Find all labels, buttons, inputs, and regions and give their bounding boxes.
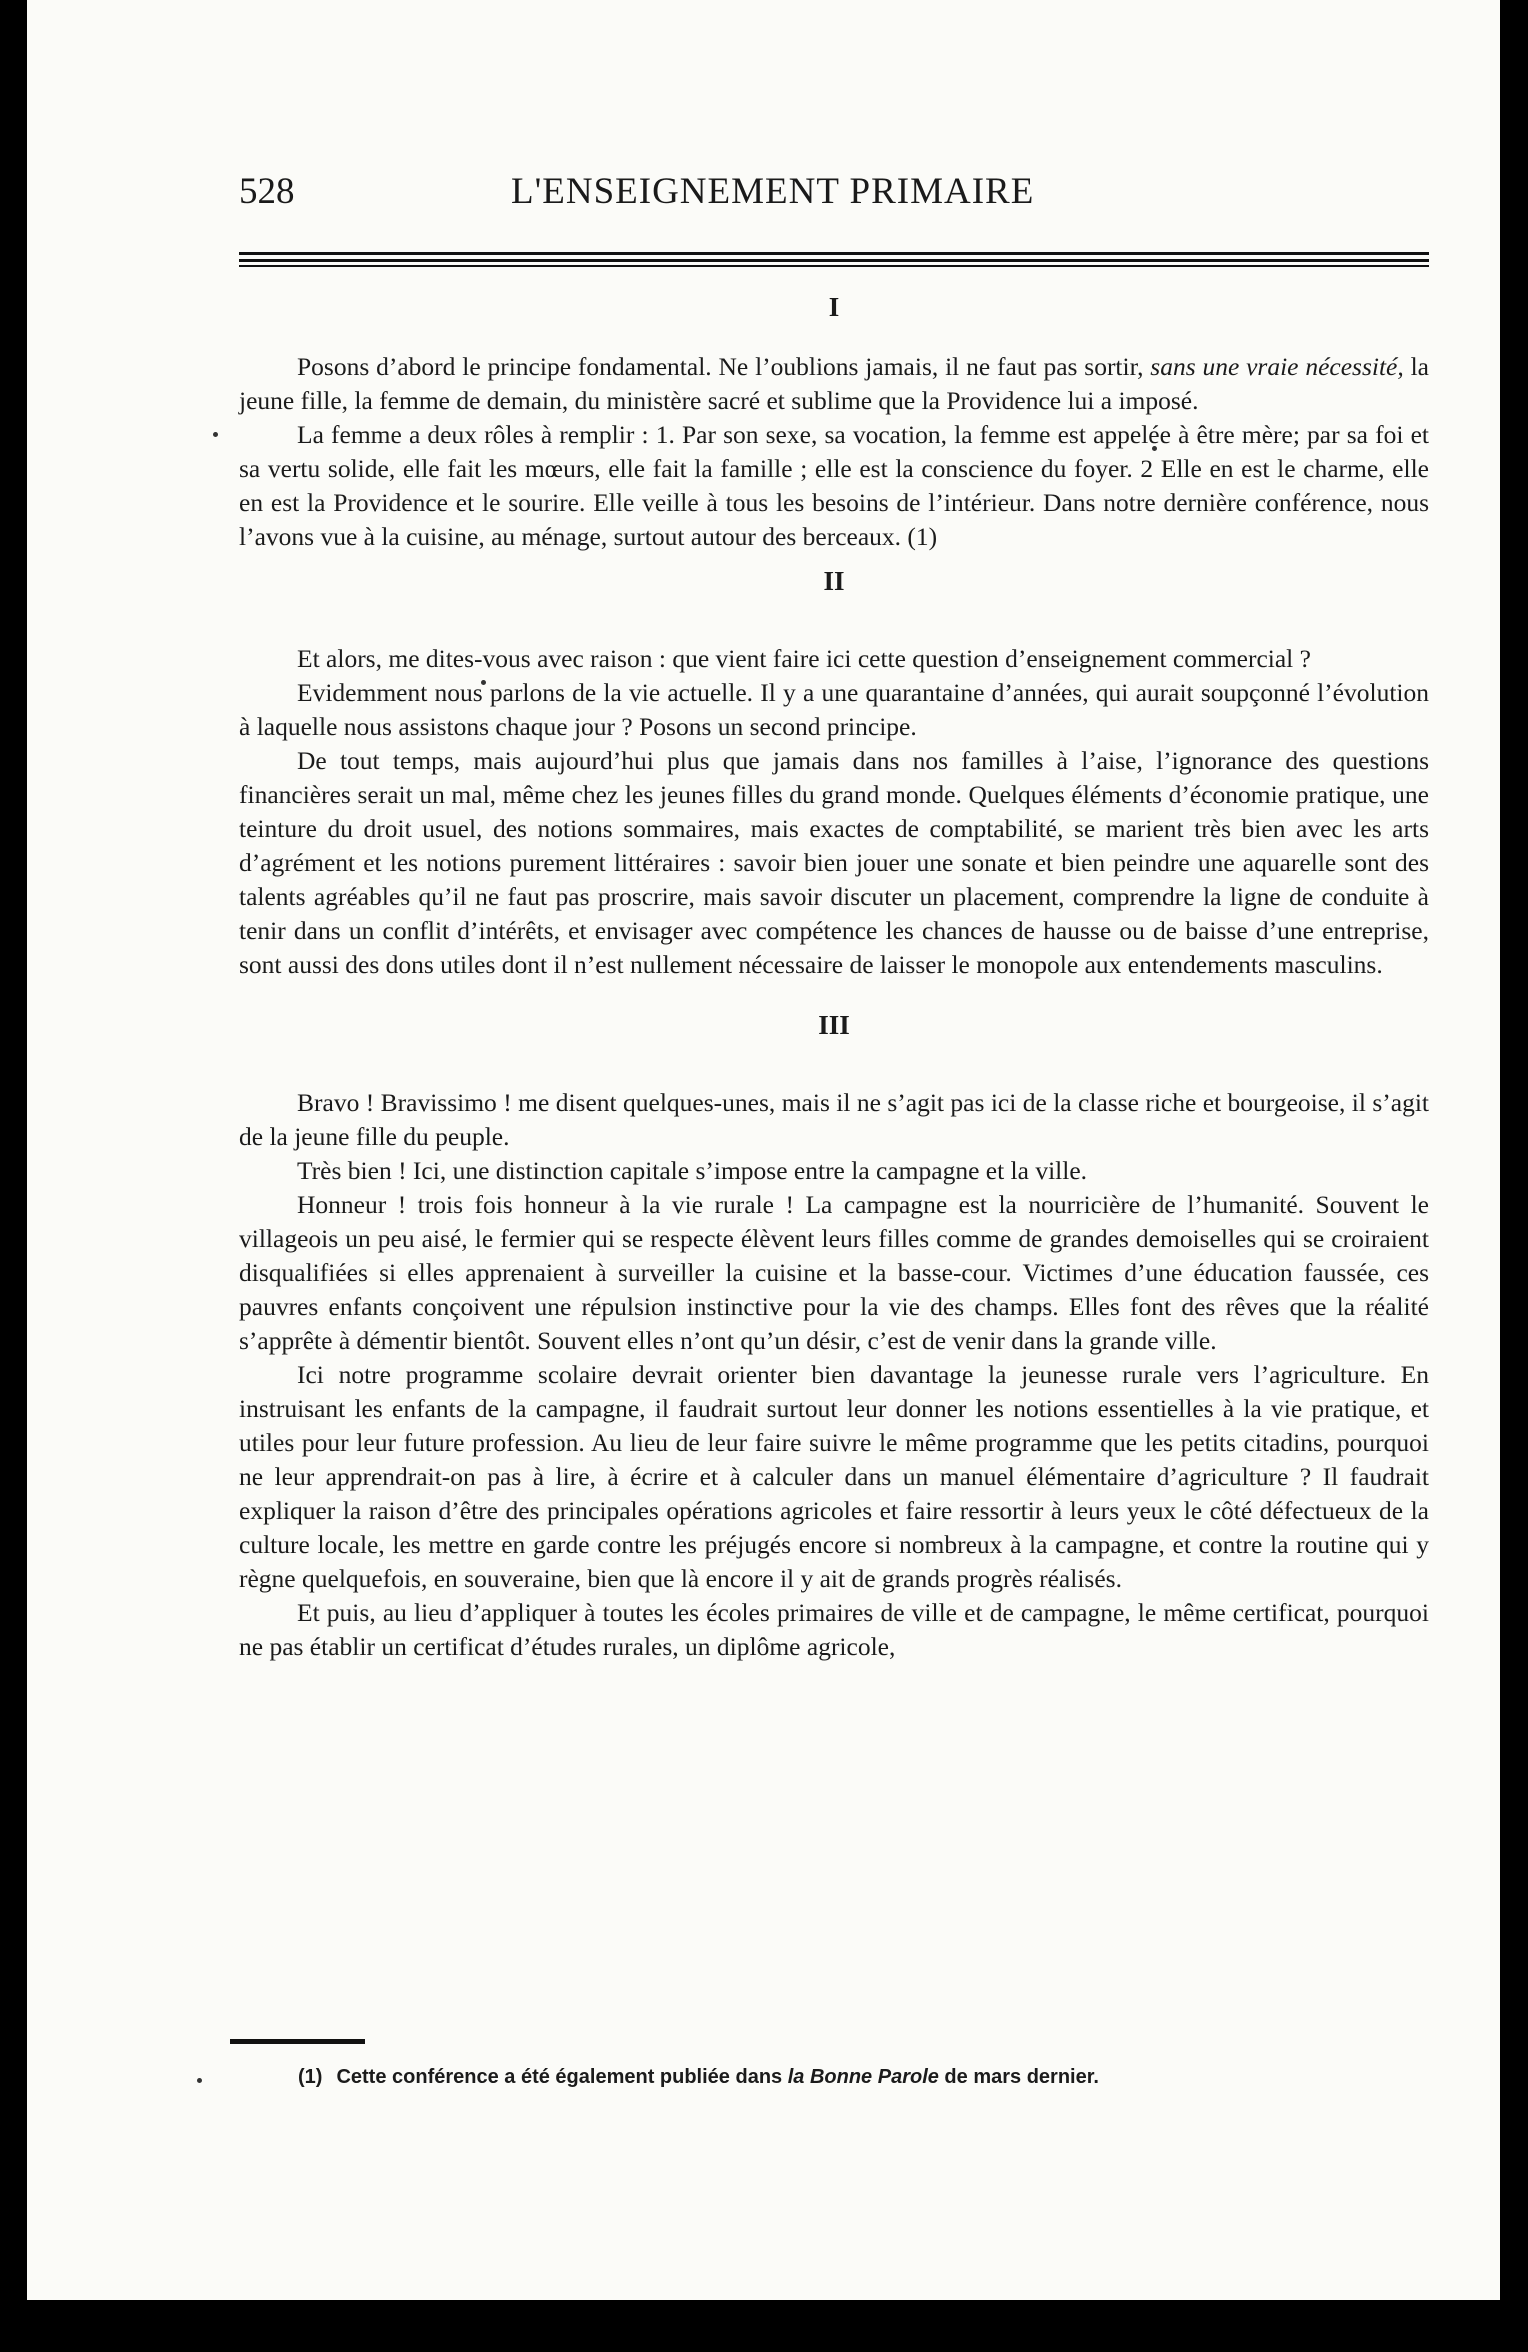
- emphasis-text: la Bonne Parole: [787, 2066, 939, 2088]
- footnote-text: [336, 2066, 1099, 2088]
- paragraph: [239, 1086, 1429, 1154]
- text-run: Très bien ! Ici, une distinction capitale s’impose entre la campagne et la ville.: [297, 1156, 1088, 1185]
- text-run: Posons d’abord le principe fondamental. Ne l’oublions jamais, il ne faut pas sortir,: [297, 352, 1151, 381]
- header-rule: [239, 252, 1429, 255]
- margin-mark: [197, 2078, 202, 2083]
- paragraph: [239, 350, 1429, 418]
- header-rule: [239, 265, 1429, 267]
- footnote-marker: (1): [298, 2066, 323, 2088]
- running-title: L'ENSEIGNEMENT PRIMAIRE: [511, 171, 1035, 212]
- text-run: De tout temps, mais aujourd’hui plus que jamais dans nos familles à l’aise, l’ignorance des questions financières serait un mal, même chez les jeunes filles du grand monde. Quelques éléments d’économie pratique, une teinture du droit usuel, des notions sommaires, mais exactes de comptabilité, se marient très bien avec les arts d’agrément et les notions purement littéraires : savoir bien jouer une sonate et bien peindre une aquarelle sont des talents agréables qu’il ne faut pas proscrire, mais savoir discuter un placement, comprendre la ligne de conduite à tenir dans un conflit d’intérêts, et envisager avec compétence les chances de hausse ou de baisse d’une entreprise, sont aussi des dons utiles dont il n’est nullement nécessaire de laisser le monopole aux entendements masculins.: [239, 746, 1429, 979]
- text-run: Ici notre programme scolaire devrait orienter bien davantage la jeunesse rurale vers l’agriculture. En instruisant les enfants de la campagne, il faudrait surtout leur donner les notions essentielles à la vie pratique, et utiles pour leur future profession. Au lieu de leur faire suivre le même programme que les petits citadins, pourquoi ne leur apprendrait-on pas à lire, à écrire et à calculer dans un manuel élémentaire d’agriculture ? Il faudrait expliquer la raison d’être des principales opérations agricoles et faire ressortir à leurs yeux le côté défectueux de la culture locale, les mettre en garde contre les préjugés encore si nombreux à la campagne, et contre la routine qui y règne quelquefois, en souveraine, bien que là encore il y ait de grands progrès réalisés.: [239, 1360, 1429, 1593]
- paragraph: [239, 676, 1429, 744]
- text-run: Et alors, me dites-vous avec raison : que vient faire ici cette question d’enseignement commercial ?: [297, 644, 1311, 673]
- text-run: de mars dernier.: [938, 2066, 1099, 2088]
- text-run: Evidemment nous parlons de la vie actuelle. Il y a une quarantaine d’années, qui aurait soupçonné l’évolution à laquelle nous assistons chaque jour ? Posons un second principe.: [239, 678, 1429, 741]
- section-heading-1: I: [828, 292, 840, 322]
- header-rule: [239, 259, 1429, 262]
- footnote-rule: [230, 2039, 365, 2044]
- paragraph: [239, 642, 1429, 676]
- text-run: Bravo ! Bravissimo ! me disent quelques-unes, mais il ne s’agit pas ici de la classe riche et bourgeoise, il s’agit de la jeune fille du peuple.: [239, 1088, 1429, 1151]
- text-run: Et puis, au lieu d’appliquer à toutes les écoles primaires de ville et de campagne, le même certificat, pourquoi ne pas établir un certificat d’études rurales, un diplôme agricole,: [239, 1598, 1429, 1661]
- paragraph: [239, 1358, 1429, 1596]
- text-run: la jeune fille, la femme de demain, du ministère sacré et sublime que la Providence lui a imposé.: [239, 352, 1429, 415]
- running-header: [239, 170, 1429, 220]
- section-heading-2: II: [823, 566, 845, 596]
- paragraph: [239, 1188, 1429, 1358]
- article-body: [239, 290, 1429, 1664]
- margin-mark: [213, 432, 218, 437]
- text-run: La femme a deux rôles à remplir : 1. Par son sexe, sa vocation, la femme est appelée à être mère; par sa foi et sa vertu solide, elle fait les mœurs, elle fait la famille ; elle est la conscience du foyer. 2 Elle en est le charme, elle en est la Providence et le sourire. Elle veille à tous les besoins de l’intérieur. Dans notre dernière conférence, nous l’avons vue à la cuisine, au ménage, surtout autour des berceaux. (1): [239, 420, 1429, 551]
- paragraph: [239, 744, 1429, 982]
- text-run: Honneur ! trois fois honneur à la vie rurale ! La campagne est la nourricière de l’humanité. Souvent le villageois un peu aisé, le fermier qui se respecte élèvent leurs filles comme de grandes demoiselles qui se croiraient disqualifiées si elles apprenaient à surveiller la cuisine et la basse-cour. Victimes d’une éducation faussée, ces pauvres enfants conçoivent une répulsion instinctive pour la vie des champs. Elles font des rêves que la réalité s’apprête à démentir bientôt. Souvent elles n’ont qu’un désir, c’est de venir dans la grande ville.: [239, 1190, 1429, 1355]
- paragraph: [239, 1154, 1429, 1188]
- text-run: Cette conférence a été également publiée dans: [336, 2066, 788, 2088]
- emphasis-text: sans une vraie nécessité,: [1150, 352, 1404, 381]
- section-heading-3: III: [818, 1010, 850, 1040]
- paragraph: [239, 418, 1429, 554]
- page-number: 528: [239, 171, 295, 212]
- footnote: [298, 2066, 1099, 2089]
- paragraph: [239, 1596, 1429, 1664]
